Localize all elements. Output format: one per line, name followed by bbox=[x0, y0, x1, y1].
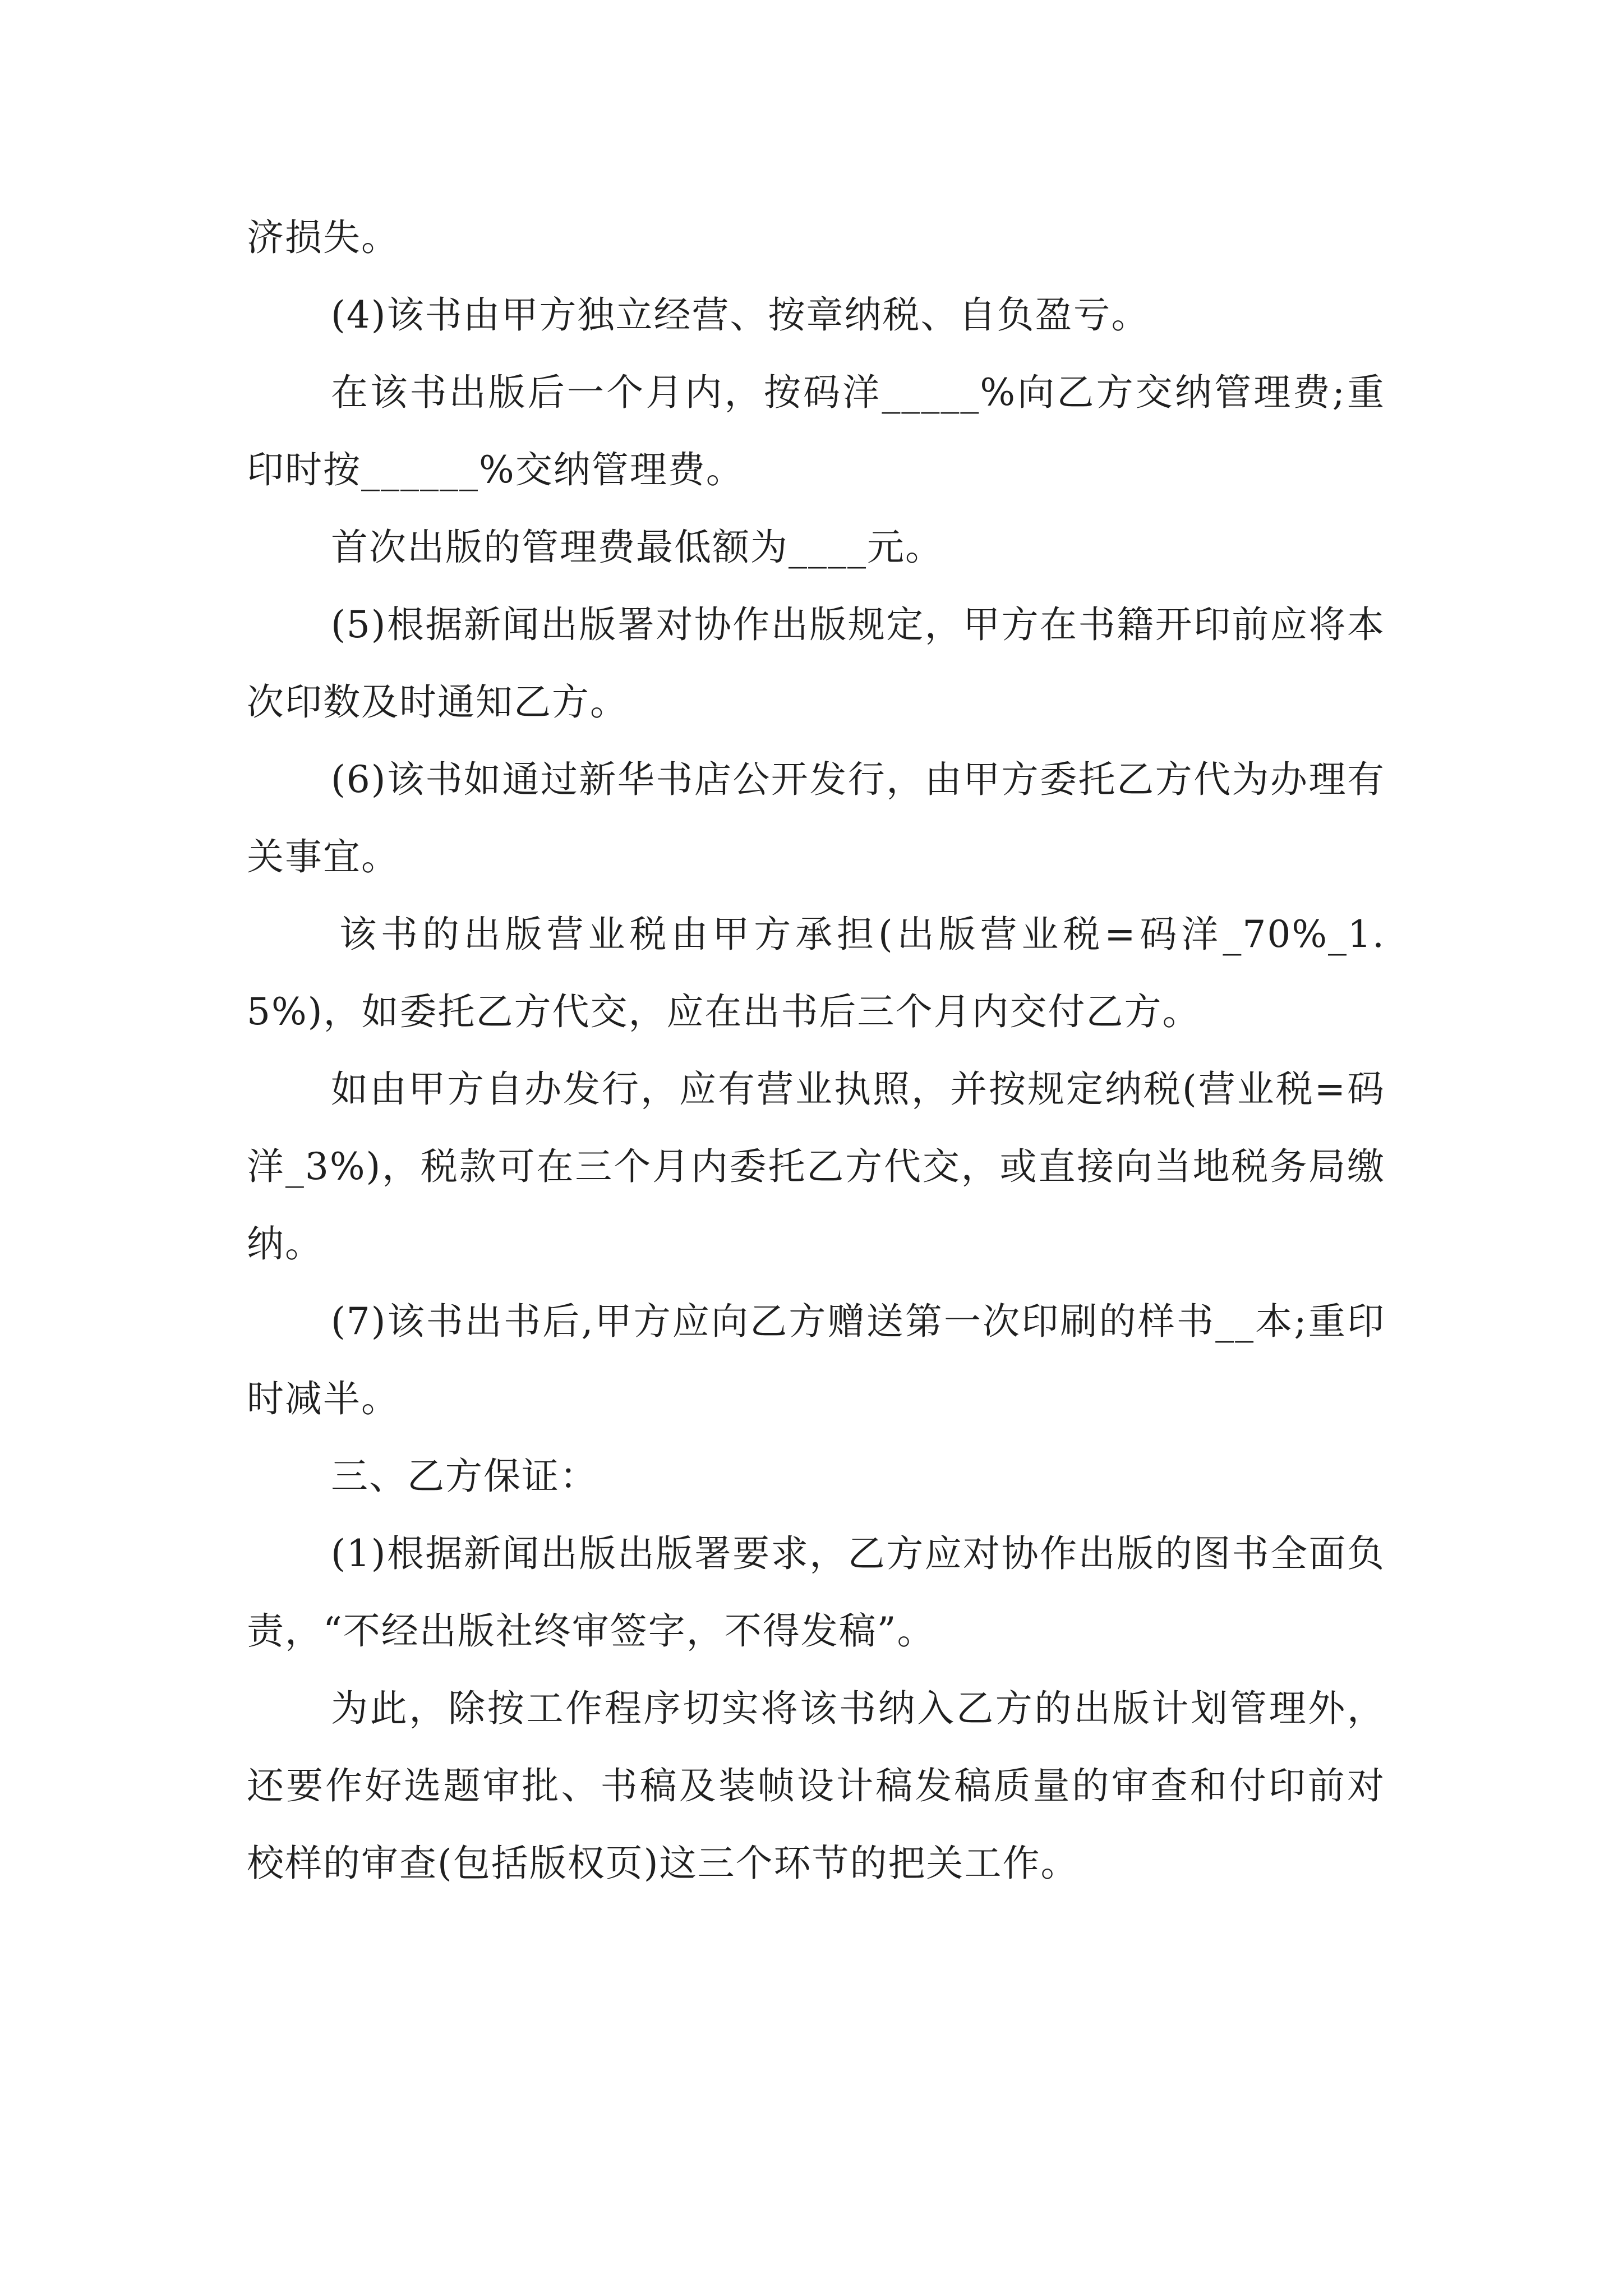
paragraph-8: 如由甲方自办发行，应有营业执照，并按规定纳税(营业税=码洋_3%)，税款可在三个月内委托乙方代交，或直接向当地税务局缴纳。 bbox=[247, 1068, 1385, 1266]
paragraph-6: (6)该书如通过新华书店公开发行，由甲方委托乙方代为办理有关事宜。 bbox=[247, 758, 1385, 878]
paragraph-2: (4)该书由甲方独立经营、按章纳税、自负盈亏。 bbox=[331, 293, 1150, 337]
paragraph-3: 在该书出版后一个月内，按码洋_____%向乙方交纳管理费;重印时按______%交纳管理费。 bbox=[247, 371, 1385, 491]
section-heading-3: 三、乙方保证： bbox=[331, 1455, 598, 1498]
paragraph-5: (5)根据新闻出版署对协作出版规定，甲方在书籍开印前应将本次印数及时通知乙方。 bbox=[247, 603, 1385, 724]
paragraph-1: 济损失。 bbox=[247, 216, 399, 259]
document-body bbox=[247, 199, 1385, 1902]
paragraph-9: (7)该书出书后,甲方应向乙方赠送第一次印刷的样书__本;重印时减半。 bbox=[247, 1300, 1385, 1420]
paragraph-12: 为此，除按工作程序切实将该书纳入乙方的出版计划管理外，还要作好选题审批、书稿及装帧设计稿发稿质量的审查和付印前对校样的审查(包括版权页)这三个环节的把关工作。 bbox=[247, 1687, 1385, 1885]
paragraph-11: (1)根据新闻出版出版署要求，乙方应对协作出版的图书全面负责，“不经出版社终审签字，不得发稿”。 bbox=[247, 1532, 1385, 1653]
paragraph-7: 该书的出版营业税由甲方承担(出版营业税=码洋_70%_1.5%)，如委托乙方代交，应在出书后三个月内交付乙方。 bbox=[247, 913, 1385, 1033]
paragraph-4: 首次出版的管理费最低额为____元。 bbox=[331, 526, 943, 569]
